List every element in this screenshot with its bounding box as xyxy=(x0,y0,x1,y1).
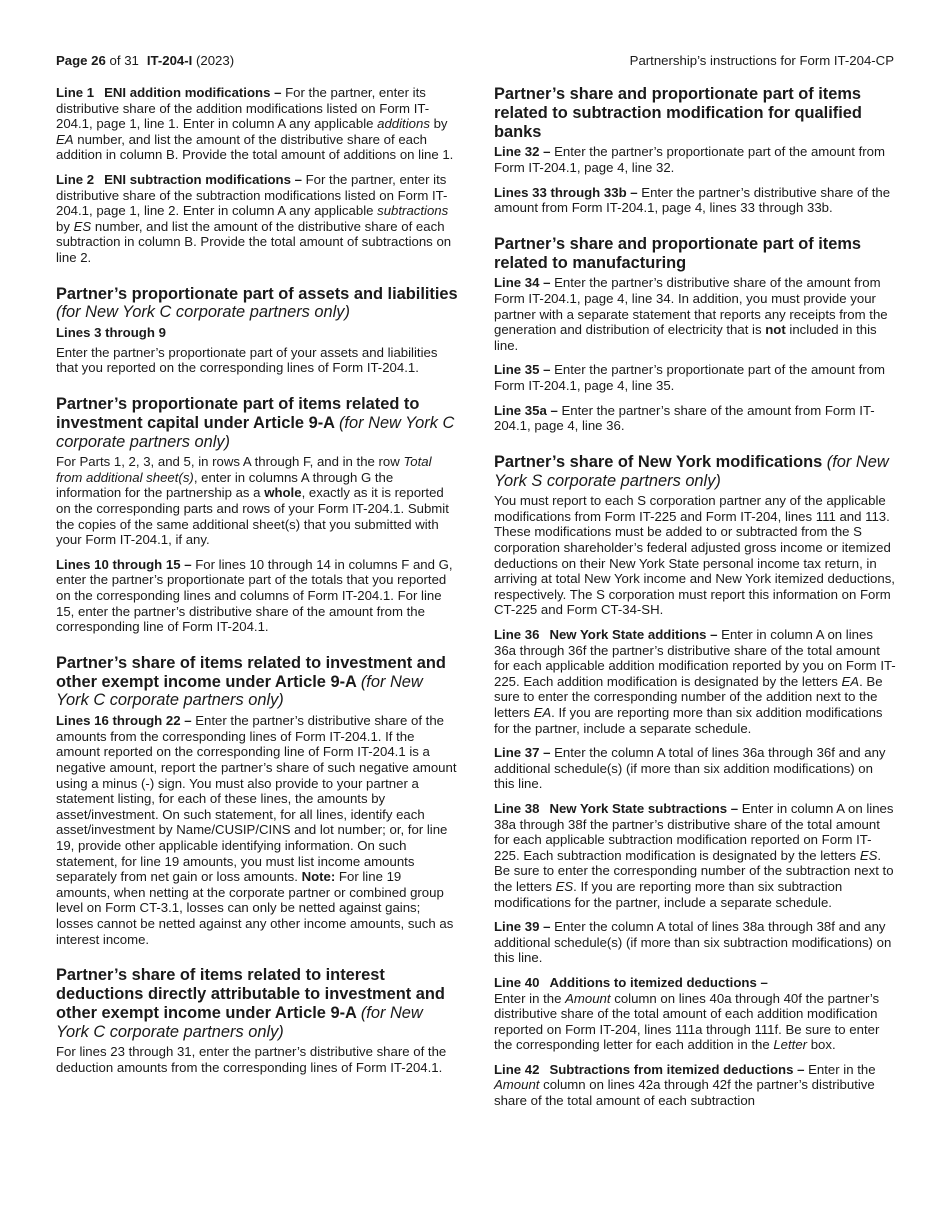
page-number: Page 26 xyxy=(56,53,106,68)
lines-3-9-instruction: Enter the partner’s proportionate part of your assets and liabilities that you reported on the corresponding lines of Form IT-204.1. xyxy=(56,344,438,376)
line-42-instruction: Line 42 Subtractions from itemized deductions – Enter in the Amount column on lines 42a through 42f the partner’s distributive share of the total amount of each subtraction xyxy=(494,1061,876,1109)
section-heading-ny-modifications: Partner’s share of New York modifications (for New York S corporate partners only) xyxy=(494,452,889,490)
line-1-title: ENI addition modifications – xyxy=(104,85,282,100)
page-header-right: Partnership’s instructions for Form IT-204-CP xyxy=(629,53,894,68)
line-37-instruction: Line 37 – Enter the column A total of lines 36a through 36f and any additional schedule(s) (if more than six addition modifications) on this line. xyxy=(494,745,886,792)
left-column xyxy=(56,85,458,1085)
lines-16-22-instruction: Lines 16 through 22 – Enter the partner’s distributive share of the amounts from the corresponding lines of Form IT-204.1. If the amount reported on the corresponding line of Form IT-204.1 is a negative amount, report the partner’s share of such negative amount using a minus (-) sign. You must also provide to your partner a statement listing, for each of these lines, the amounts by asset/investment. On such statement, for all lines, identify each asset/investment by Name/CUSIP/CINS and lot number; or, for line 19, provide other applicable identifying information. On such statement, for line 19 amounts, you must list income amounts separately from net gain or loss amounts. Note: For line 19 amounts, when netting at the corporate partner or combined group level on Form CT-3.1, losses can only be netted against gains; losses cannot be netted against any other income amounts, such as interest income. xyxy=(56,713,457,947)
section-heading-investment-income: Partner’s share of items related to investment and other exempt income under Article 9-A (for New York C corporate partners only) xyxy=(56,653,446,710)
form-id: IT-204-I xyxy=(146,53,193,68)
right-column xyxy=(494,85,896,1118)
line-1-instruction: Line 1 ENI addition modifications – For the partner, enter its distributive share of the addition modifications listed on Form IT-204.1, page 1, line 1. Enter in column A any applicable additions by EA number, and list the amount of the distributive share of each addition in column B. Provide the total amount of additions on line 1. xyxy=(56,85,454,163)
line-2-label: Line 2 xyxy=(56,171,95,187)
lines-3-9-subheading: Lines 3 through 9 xyxy=(56,325,166,341)
section-heading-manufacturing: Partner’s share and proportionate part of items related to manufacturing xyxy=(494,234,862,272)
ny-modifications-intro: You must report to each S corporation partner any of the applicable modifications from Form IT-225 and Form IT-204, lines 111 and 113. These modifications must be added to or subtracted from the S corporation shareholder’s federal adjusted gross income or itemized deductions on their New York State personal income tax return, in arriving at total New York income and New York itemized deductions, respectively. The S corporation must report this information on Form CT-225 and Form CT-34-SH. xyxy=(494,493,895,618)
section-heading-investment-capital: Partner’s proportionate part of items related to investment capital under Article 9-A (for New York C corporate partners only) xyxy=(56,394,455,451)
lines-10-15-instruction: Lines 10 through 15 – For lines 10 through 14 in columns F and G, enter the partner’s proportionate part of the totals that you reported on the corresponding lines and columns of Form IT-204.1. For line 15, enter the partner’s distributive share of the amount from the corresponding line of Form IT-204.1. xyxy=(56,556,453,635)
line-34-instruction: Line 34 – Enter the partner’s distributive share of the amount from Form IT-204.1, page 4, line 34. In addition, you must provide your partner with a separate statement that reports any receipts from the generation and distribution of electricity that is not included in this line. xyxy=(494,275,888,353)
line-36-instruction: Line 36 New York State additions – Enter in column A on lines 36a through 36f the partner’s distributive share of the total amount for each applicable addition modification reported by you on Form IT-225. Each addition modification is designated by the letters EA. Be sure to enter the corresponding number of the addition next to the letters EA. If you are reporting more than six addition modifications for the partner, include a separate schedule. xyxy=(494,627,896,736)
section-heading-interest-deductions: Partner’s share of items related to interest deductions directly attributable to investment and other exempt income under Article 9-A (for New York C corporate partners only) xyxy=(56,966,445,1041)
line-40-instruction: Line 40 Additions to itemized deductions – Enter in the Amount column on lines 40a through 40f the partner’s distributive share of the total amount of each addition modification reported on Form IT-204, lines 111a through 111f. Be sure to enter the corresponding letter for each addition in the Letter box. xyxy=(494,974,880,1053)
form-year: (2023) xyxy=(196,53,235,68)
line-39-instruction: Line 39 – Enter the column A total of lines 38a through 38f and any additional schedule(s) (if more than six subtraction modifications) on this line. xyxy=(494,919,892,966)
section-heading-qualified-banks: Partner’s share and proportionate part of items related to subtraction modification for qualified banks xyxy=(494,85,862,141)
section-heading-assets: Partner’s proportionate part of assets and liabilities (for New York C corporate partners only) xyxy=(56,284,458,322)
line-35-instruction: Line 35 – Enter the partner’s proportionate part of the amount from Form IT-204.1, page 4, line 35. xyxy=(494,362,885,393)
line-32-instruction: Line 32 – Enter the partner’s proportionate part of the amount from Form IT-204.1, page 4, line 32. xyxy=(494,144,885,175)
line-1-label: Line 1 xyxy=(56,85,95,100)
parts-instruction: For Parts 1, 2, 3, and 5, in rows A through F, and in the row Total from additional sheet(s), enter in columns A through G the information for the partnership as a whole, exactly as it is reported on the corresponding parts and rows of your Form IT-204.1. Submit the copies of the same additional sheet(s) that you submitted with your Form IT-204.1, if any. xyxy=(56,454,449,548)
lines-23-31-instruction: For lines 23 through 31, enter the partner’s distributive share of the deduction amounts from the corresponding lines of Form IT-204.1. xyxy=(56,1044,447,1075)
lines-33-instruction: Lines 33 through 33b – Enter the partner’s distributive share of the amount from Form IT-204.1, page 4, lines 33 through 33b. xyxy=(494,184,891,216)
line-2-instruction: Line 2 ENI subtraction modifications – For the partner, enter its distributive share of the subtraction modifications listed on Form IT-204.1, page 1, line 2. Enter in column A any applicable subtractions by ES number, and list the amount of the distributive share of each subtraction in column B. Provide the total amount of subtractions on line 2. xyxy=(56,171,452,265)
line-35a-instruction: Line 35a – Enter the partner’s share of the amount from Form IT-204.1, page 4, line 36. xyxy=(494,402,875,434)
line-38-instruction: Line 38 New York State subtractions – Enter in column A on lines 38a through 38f the partner’s distributive share of the total amount for each applicable subtraction modification reported on Form IT-225. Each subtraction modification is designated by the letters ES. Be sure to enter the corresponding number of the subtraction next to the letters ES. If you are reporting more than six subtraction modifications for the partner, include a separate schedule. xyxy=(494,800,894,910)
line-2-title: ENI subtraction modifications – xyxy=(104,171,302,187)
page-count: of 31 xyxy=(109,53,139,68)
page-header-left xyxy=(56,52,234,70)
